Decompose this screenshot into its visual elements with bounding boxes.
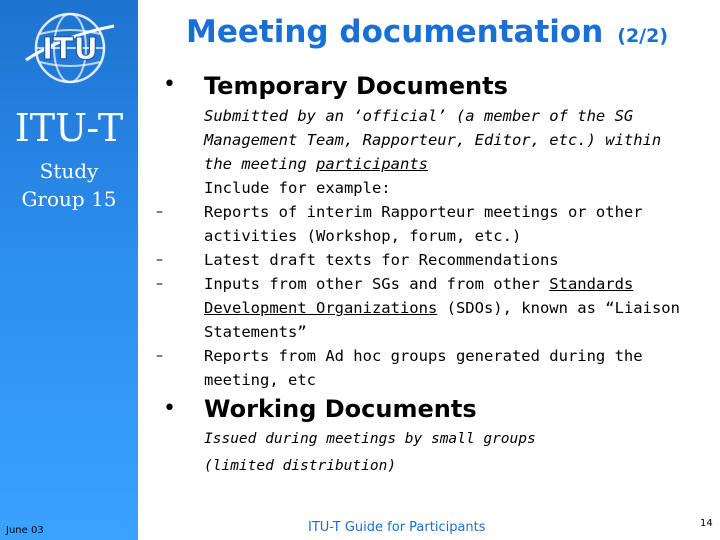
study-group-line2: Group 15 — [21, 187, 117, 211]
dash-icon: – — [156, 348, 163, 364]
section1-heading: Temporary Documents — [204, 72, 508, 100]
title-count: (2/2) — [617, 25, 669, 47]
section2-heading: Working Documents — [204, 395, 477, 423]
item3-text-a: Inputs from other SGs and from other — [204, 275, 540, 293]
item-draft-texts: Latest draft texts for Recommendations — [204, 251, 559, 269]
org-name: ITU-T — [14, 106, 124, 150]
participants-link[interactable]: participants — [316, 155, 428, 173]
dash-icon: – — [156, 252, 163, 268]
dash-icon: – — [156, 204, 163, 220]
include-line: Include for example: — [204, 179, 391, 197]
bullet-icon: • — [163, 72, 176, 97]
footer-title: ITU-T Guide for Participants — [308, 520, 486, 535]
item-adhoc-reports: Reports from Ad hoc groups generated during the meeting, etc — [204, 347, 643, 389]
item3-text-b: (SDOs), known as “Liaison Statements” — [204, 299, 680, 341]
footer-date: June 03 — [6, 525, 44, 536]
section2-line1: Issued during meetings by small groups — [204, 431, 536, 447]
study-group — [0, 157, 138, 213]
sidebar — [0, 0, 138, 540]
page-number: 14 — [700, 518, 713, 529]
itu-globe-logo-icon — [22, 6, 118, 90]
item-interim-reports: Reports of interim Rapporteur meetings or other activities (Workshop, forum, etc.) — [204, 203, 643, 245]
desc-text: Submitted by an ‘official’ (a member of the SG Management Team, Rapporteur, Editor, etc.) within the meeting — [204, 107, 662, 173]
bullet-icon: • — [163, 396, 176, 421]
logo-text: ITU — [42, 32, 98, 67]
title-main: Meeting documentation — [186, 14, 604, 50]
item-liaison-inputs — [204, 272, 694, 344]
section2-line2: (limited distribution) — [204, 458, 397, 474]
study-group-line1: Study — [39, 159, 99, 183]
page-title — [186, 14, 668, 50]
dash-icon: – — [156, 276, 163, 292]
section1-description — [204, 104, 694, 176]
sdo-link[interactable]: Standards Development Organizations — [204, 275, 634, 317]
